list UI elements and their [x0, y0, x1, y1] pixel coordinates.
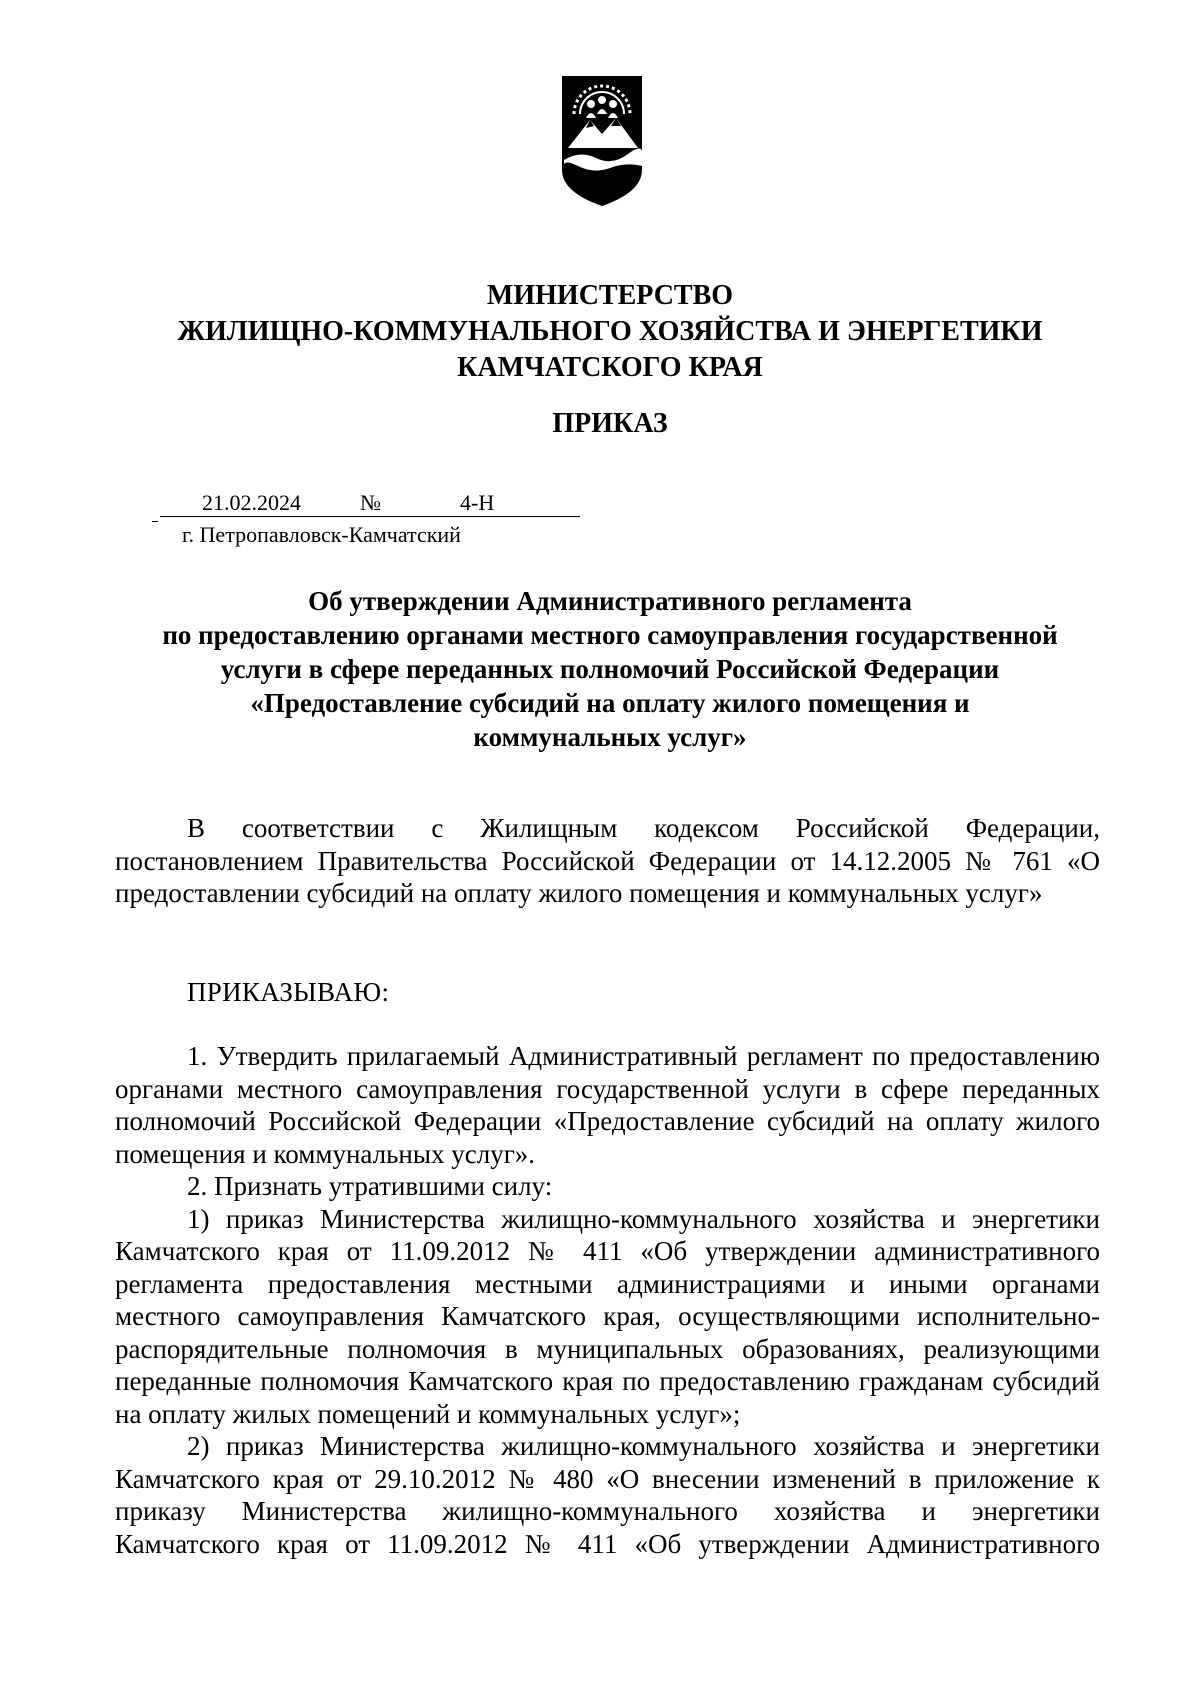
preamble-text: В соответствии с Жилищным кодексом Российской Федерации, постановлением Правительства Российской Федерации от 14.12.2005 № 761 «О предоставлении субсидий на оплату жилого помещения и коммунальных услуг»: [115, 813, 1100, 908]
document-city: г. Петропавловск-Камчатский: [182, 522, 461, 547]
preamble: [115, 812, 1100, 910]
title-line-1: Об утверждении Административного регламента: [308, 586, 912, 616]
title-line-3: услуги в сфере переданных полномочий Российской Федерации: [220, 654, 1000, 684]
title-line-2: по предоставлению органами местного самоуправления государственной: [162, 620, 1058, 650]
item-1: 1. Утвердить прилагаемый Административный регламент по предоставлению органами местного самоуправления государственной услуги в сфере переданных полномочий Российской Федерации «Предоставление субсидий на оплату жилого помещения и коммунальных услуг».: [115, 1041, 1100, 1169]
kamchatka-coat-of-arms-icon: [560, 74, 644, 208]
ministry-line-2: ЖИЛИЩНО-КОММУНАЛЬНОГО ХОЗЯЙСТВА И ЭНЕРГЕТИКИ: [177, 316, 1043, 347]
item-2-2: 2) приказ Министерства жилищно-коммунального хозяйства и энергетики Камчатского края от 29.10.2012 № 480 «О внесении изменений в приложение к приказу Министерства жилищно-коммунального хозяйства и энергетики Камчатского края от 11.09.2012 № 411 «Об утверждении Административного: [115, 1431, 1100, 1559]
ministry-name: [120, 278, 1100, 386]
document-number: 4-Н: [460, 490, 495, 515]
document-type: ПРИКАЗ: [552, 408, 668, 439]
ministry-line-3: КАМЧАТСКОГО КРАЯ: [457, 352, 763, 383]
date-number-line: [160, 488, 580, 520]
date-underline: [160, 516, 580, 517]
number-label: №: [360, 490, 381, 515]
date-line-dash: [152, 521, 158, 522]
document-date: 21.02.2024: [202, 490, 301, 515]
document-title: [120, 584, 1100, 754]
title-line-4: «Предоставление субсидий на оплату жилого помещения и: [250, 688, 970, 718]
title-line-5: коммунальных услуг»: [473, 722, 747, 752]
item-2: 2. Признать утратившими силу:: [187, 1171, 553, 1201]
ministry-line-1: МИНИСТЕРСТВО: [486, 280, 734, 311]
order-word: ПРИКАЗЫВАЮ:: [187, 977, 390, 1007]
order-items: [115, 1040, 1100, 1560]
item-2-1: 1) приказ Министерства жилищно-коммунального хозяйства и энергетики Камчатского края от 11.09.2012 № 411 «Об утверждении административного регламента предоставления местными администрациями и иными органами местного самоуправления Камчатского края, осуществляющими исполнительно-распорядительные полномочия в муниципальных образованиях, реализующими переданные полномочия Камчатского края по предоставлению гражданам субсидий на оплату жилых помещений и коммунальных услуг»;: [115, 1203, 1100, 1429]
